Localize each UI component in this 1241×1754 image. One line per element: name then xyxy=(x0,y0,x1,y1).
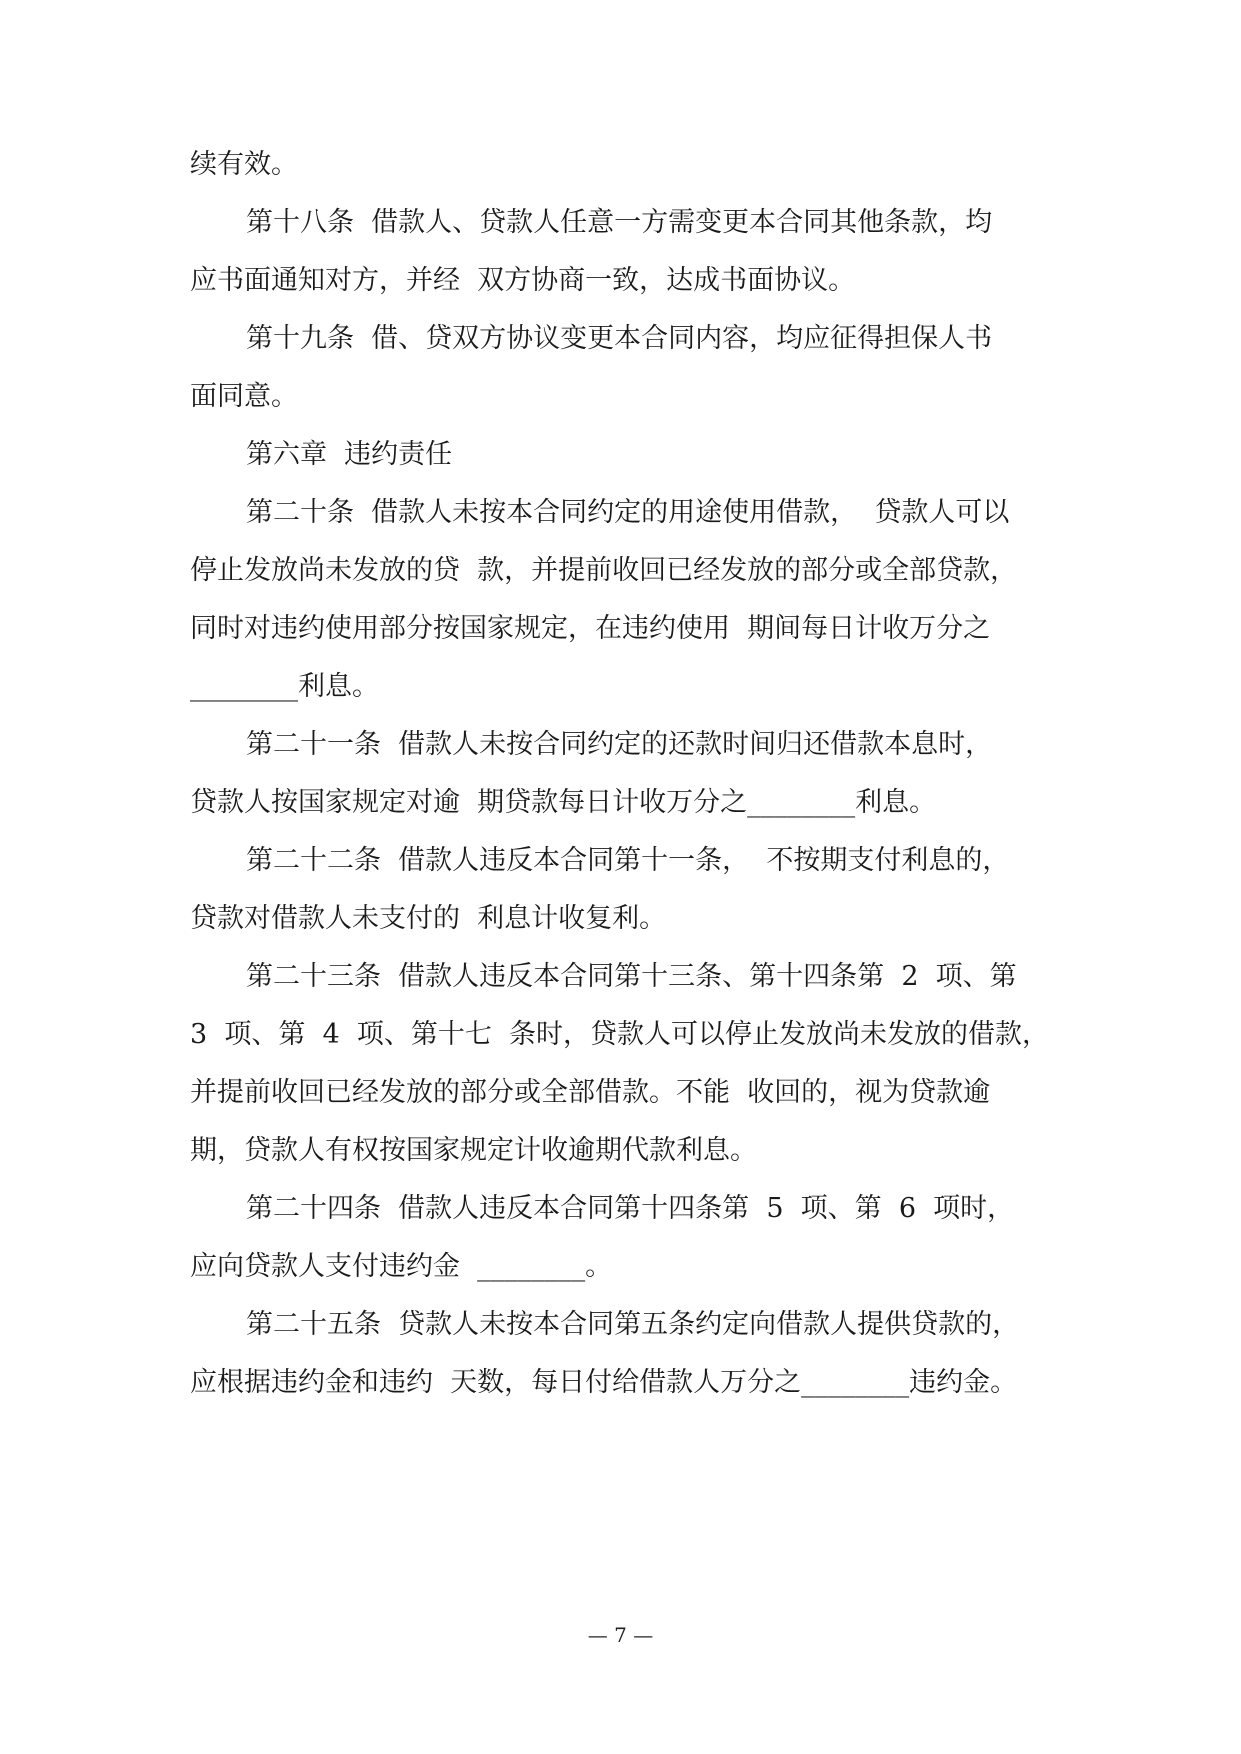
text-line-13: 第二十二条 借款人违反本合同第十一条， 不按期支付利息的， xyxy=(246,845,1010,876)
text-line-14: 贷款对借款人未支付的 利息计收复利。 xyxy=(190,903,667,934)
text-line-1: 续有效。 xyxy=(190,149,298,180)
text-line-10: ________利息。 xyxy=(190,671,379,702)
text-line-18: 期，贷款人有权按国家规定计收逾期代款利息。 xyxy=(190,1135,757,1166)
text-line-9: 同时对违约使用部分按国家规定，在违约使用 期间每日计收万分之 xyxy=(190,613,991,644)
text-line-8: 停止发放尚未发放的贷 款，并提前收回已经发放的部分或全部贷款， xyxy=(190,555,1018,586)
text-line-20: 应向贷款人支付违约金 ________。 xyxy=(190,1251,613,1282)
text-line-22: 应根据违约金和违约 天数，每日付给借款人万分之________违约金。 xyxy=(190,1367,1018,1398)
text-line-7: 第二十条 借款人未按本合同约定的用途使用借款， 贷款人可以 xyxy=(246,497,1010,528)
text-line-15: 第二十三条 借款人违反本合同第十三条、第十四条第 2 项、第 xyxy=(246,961,1017,992)
page-number: — 7 — xyxy=(587,1623,654,1647)
text-line-4: 第十九条 借、贷双方协议变更本合同内容，均应征得担保人书 xyxy=(246,323,993,354)
text-line-3: 应书面通知对方，并经 双方协商一致，达成书面协议。 xyxy=(190,265,856,296)
text-line-19: 第二十四条 借款人违反本合同第十四条第 5 项、第 6 项时， xyxy=(246,1193,1015,1224)
text-line-2: 第十八条 借款人、贷款人任意一方需变更本合同其他条款，均 xyxy=(246,207,993,238)
text-line-12: 贷款人按国家规定对逾 期贷款每日计收万分之________利息。 xyxy=(190,787,937,818)
text-line-21: 第二十五条 贷款人未按本合同第五条约定向借款人提供贷款的， xyxy=(246,1309,1020,1340)
text-line-16: 3 项、第 4 项、第十七 条时，贷款人可以停止发放尚未发放的借款， xyxy=(190,1019,1050,1050)
chapter-heading: 第六章 违约责任 xyxy=(246,439,453,470)
text-line-17: 并提前收回已经发放的部分或全部借款。不能 收回的，视为贷款逾 xyxy=(190,1077,991,1108)
text-line-5: 面同意。 xyxy=(190,381,298,412)
text-line-11: 第二十一条 借款人未按合同约定的还款时间归还借款本息时， xyxy=(246,729,993,760)
